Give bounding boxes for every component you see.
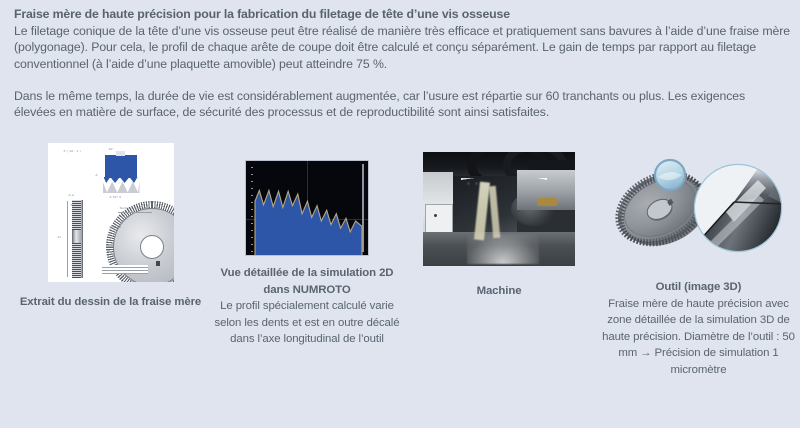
drawing-corner-mark bbox=[156, 261, 160, 266]
drawing-section-tag: A-A bbox=[68, 193, 75, 197]
figure-tool3d-caption bbox=[597, 279, 800, 378]
figure-machine-caption bbox=[401, 283, 597, 300]
figure-machine bbox=[401, 140, 597, 300]
figure-machine-caption-title: Machine bbox=[476, 285, 522, 297]
drawing-dim-a: A bbox=[95, 173, 98, 177]
figure-drawing-caption bbox=[8, 294, 213, 311]
figure-simulation-caption-title: Vue détaillée de la simulation 2D dans NUMROTO bbox=[220, 267, 394, 296]
drawing-dim-bottom: A 30° A bbox=[109, 195, 122, 199]
drawing-note-block bbox=[102, 265, 148, 274]
drawing-view-tag: X ( 10 : 1 ) bbox=[63, 149, 82, 153]
drawing-note-top: Technische Daten bbox=[119, 206, 149, 210]
technical-drawing-image bbox=[48, 143, 174, 282]
drawing-shaft-knurl-lower bbox=[72, 243, 81, 278]
simulation-profile-polygon bbox=[246, 161, 369, 256]
figure-tool3d bbox=[597, 140, 800, 378]
cnc-machine-photo bbox=[423, 152, 575, 266]
article-text-block bbox=[14, 7, 790, 120]
paragraph-2: Dans le même temps, la durée de vie est considérablement augmentée, car l’usure est répartie sur 60 tranchants ou plus. Les exigences élevées en matière de surface, de sécurité des processus et de reproductibilité sont ainsi satisfaites. bbox=[14, 88, 746, 120]
simulation-2d-chart-image bbox=[245, 160, 369, 256]
drawing-hob-bore bbox=[140, 235, 164, 259]
drawing-leader-left bbox=[67, 201, 68, 277]
drawing-note-rule bbox=[118, 212, 152, 213]
figure-drawing-caption-title: Extrait du dessin de la fraise mère bbox=[19, 296, 202, 308]
drawing-shaft-knurl-upper bbox=[72, 200, 81, 230]
machine-panel-dot bbox=[434, 214, 437, 217]
figure-tool3d-caption-title: Outil (image 3D) bbox=[655, 281, 742, 293]
zoom-detail-circle bbox=[695, 165, 784, 254]
figure-row bbox=[0, 140, 800, 428]
machine-coolant-splash bbox=[467, 234, 539, 264]
drawing-profile-blue bbox=[105, 155, 137, 178]
figure-tool3d-caption-body: Fraise mère de haute précision avec zone détaillée de la simulation 3D de haute précision. Diamètre de l’outil : 50 mm → Précision de simulation 1 micromètre bbox=[602, 297, 795, 376]
drawing-dim-left: 2x bbox=[57, 235, 62, 239]
figure-drawing bbox=[8, 140, 213, 311]
tool3d-svg bbox=[608, 144, 790, 270]
figure-simulation-caption-body: Le profil spécialement calculé varie selon les dents et est en outre décalé dans l’axe longitudinal de l’outil bbox=[214, 300, 400, 345]
magnifier-icon bbox=[655, 160, 685, 190]
hob-cutter-3d-render bbox=[608, 144, 790, 270]
drawing-dim-dia: Ø50 h8 bbox=[109, 225, 122, 229]
figure-simulation-caption bbox=[213, 265, 401, 348]
drawing-dim-top: 10° bbox=[108, 147, 114, 151]
paragraph-1: Le filetage conique de la tête d’une vis osseuse peut être réalisé de manière très efficace et pratiquement sans bavures à l’aide d’une fraise mère (polygonage). Pour cela, le profil de chaque arête de coupe doit être calculé et conçu séparément. Le gain de temps par rapport au filetage conventionnel (à l’aide d’une plaquette amovible) peut atteindre 75 %. bbox=[14, 24, 790, 71]
page-title: Fraise mère de haute précision pour la fabrication du filetage de tête d’une vis osseuse bbox=[14, 7, 510, 21]
figure-simulation bbox=[213, 140, 401, 348]
